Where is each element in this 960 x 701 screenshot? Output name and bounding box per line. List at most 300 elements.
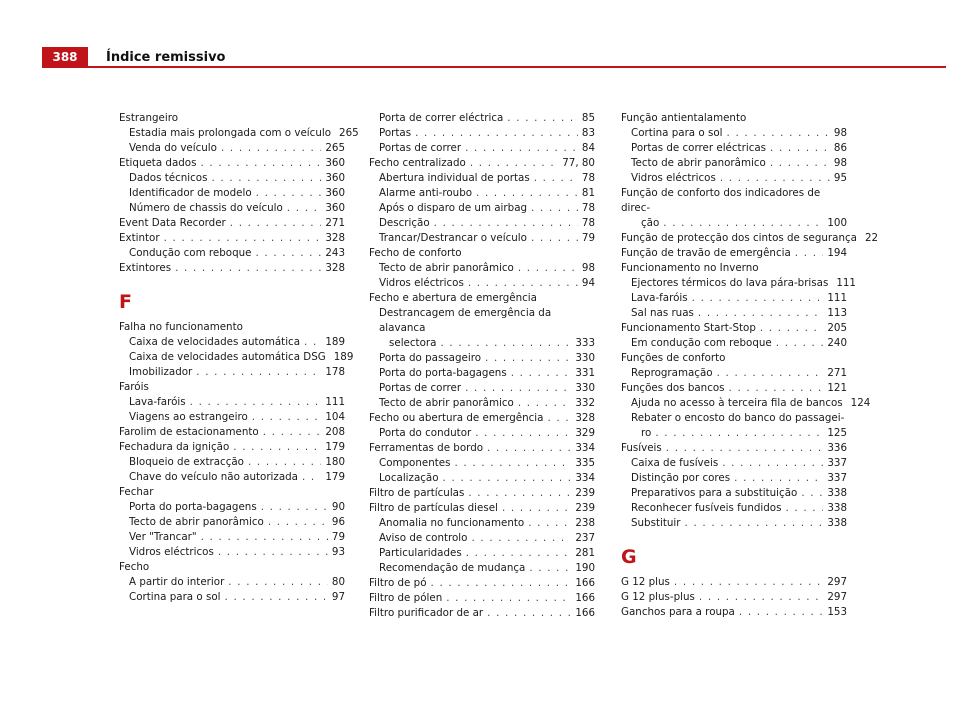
index-entry (621, 246, 847, 261)
entry-page-number: 329 (575, 427, 595, 439)
index-entry (369, 351, 595, 366)
dot-leader (785, 501, 823, 516)
entry-page-number: 360 (325, 202, 345, 214)
entry-page-number: 78 (581, 202, 595, 214)
entry-term: Função de travão de emergência (621, 247, 791, 259)
index-entry (621, 276, 856, 291)
index-entry (621, 396, 871, 411)
entry-page-number: 271 (325, 217, 345, 229)
dot-leader (221, 141, 321, 156)
dot-leader (528, 516, 571, 531)
dot-leader (446, 591, 571, 606)
index-entry (621, 501, 847, 516)
entry-term: Abertura individual de portas (379, 172, 530, 184)
index-entry (369, 186, 595, 201)
entry-page-number: 166 (575, 607, 595, 619)
entry-page-number: 335 (575, 457, 595, 469)
index-entry (119, 261, 345, 276)
index-entry (621, 156, 847, 171)
index-heading: Falha no funcionamento (119, 321, 243, 333)
index-entry (119, 500, 345, 515)
dot-leader (175, 261, 321, 276)
entry-page-number: 238 (575, 517, 595, 529)
entry-term: Extintores (119, 262, 172, 274)
index-entry (119, 410, 345, 425)
dot-leader (190, 395, 322, 410)
dot-leader (255, 246, 321, 261)
entry-page-number: 194 (827, 247, 847, 259)
entry-term: Porta do passageiro (379, 352, 482, 364)
dot-leader (471, 531, 571, 546)
dot-leader (734, 471, 823, 486)
index-entry (369, 411, 595, 426)
entry-page-number: 333 (575, 337, 595, 349)
dot-leader (720, 171, 830, 186)
index-entry (119, 470, 345, 485)
index-heading: Fecho e abertura de emergência (369, 292, 537, 304)
entry-term: Identificador de modelo (129, 187, 252, 199)
index-entry (369, 531, 595, 546)
dot-leader (531, 231, 578, 246)
entry-page-number: 328 (325, 262, 345, 274)
entry-term: Anomalia no funcionamento (379, 517, 525, 529)
entry-term: Fusíveis (621, 442, 662, 454)
entry-page-number: 85 (581, 112, 595, 124)
index-entry (369, 231, 595, 246)
dot-leader (518, 261, 578, 276)
index-entry (119, 455, 345, 470)
index-entry (621, 321, 847, 336)
index-heading: Função de conforto dos indicadores de direc- (621, 187, 821, 214)
entry-page-number: 328 (575, 412, 595, 424)
entry-term: Substituir (631, 517, 681, 529)
entry-page-number: 111 (836, 277, 856, 289)
dot-leader (263, 425, 322, 440)
index-entry (369, 141, 595, 156)
dot-leader (801, 486, 823, 501)
entry-page-number: 338 (827, 502, 847, 514)
dot-leader (211, 171, 321, 186)
entry-term: Vidros eléctricos (379, 277, 464, 289)
dot-leader (261, 500, 328, 515)
dot-leader (465, 141, 578, 156)
dot-leader (722, 456, 823, 471)
entry-page-number: 178 (325, 366, 345, 378)
dot-leader (233, 440, 321, 455)
entry-term: Tecto de abrir panorâmico (379, 262, 514, 274)
entry-page-number: 94 (581, 277, 595, 289)
index-entry (621, 590, 847, 605)
index-entry (621, 336, 847, 351)
entry-page-number: 104 (325, 411, 345, 423)
entry-page-number: 95 (833, 172, 847, 184)
entry-page-number: 297 (827, 576, 847, 588)
entry-term: Filtro de partículas diesel (369, 502, 498, 514)
dot-leader (692, 291, 824, 306)
index-entry (119, 186, 345, 201)
entry-term: Portas de correr (379, 142, 462, 154)
entry-term: Ver "Trancar" (129, 531, 197, 543)
entry-page-number: 332 (575, 397, 595, 409)
entry-term: Componentes (379, 457, 451, 469)
dot-leader (476, 186, 578, 201)
dot-leader (443, 471, 572, 486)
dot-leader (256, 186, 322, 201)
entry-term: Viagens ao estrangeiro (129, 411, 248, 423)
entry-page-number: 125 (827, 427, 847, 439)
entry-page-number: 77, 80 (562, 157, 595, 169)
entry-page-number: 79 (331, 531, 345, 543)
index-entry (369, 216, 595, 231)
entry-term: Sal nas ruas (631, 307, 694, 319)
index-entry (119, 156, 345, 171)
dot-leader (164, 231, 322, 246)
entry-term: Caixa de velocidades automática (129, 336, 301, 348)
entry-term: Localização (379, 472, 439, 484)
dot-leader (252, 410, 322, 425)
index-heading: Fecho de conforto (369, 247, 462, 259)
index-entry (119, 545, 345, 560)
index-entry (621, 486, 847, 501)
index-entry (621, 471, 847, 486)
entry-term: Portas de correr eléctricas (631, 142, 767, 154)
dot-leader (196, 365, 321, 380)
index-entry (369, 546, 595, 561)
entry-page-number: 78 (581, 217, 595, 229)
index-entry (119, 590, 345, 605)
index-entry (369, 111, 595, 126)
entry-page-number: 330 (575, 352, 595, 364)
entry-term: Trancar/Destrancar o veículo (379, 232, 527, 244)
dot-leader (776, 336, 824, 351)
entry-page-number: 360 (325, 187, 345, 199)
dot-leader (287, 201, 322, 216)
dot-leader (228, 575, 328, 590)
entry-page-number: 80 (331, 576, 345, 588)
entry-page-number: 81 (581, 187, 595, 199)
entry-term: Portas (379, 127, 412, 139)
entry-term: Ejectores térmicos do lava pára-brisas (631, 277, 829, 289)
entry-page-number: 98 (581, 262, 595, 274)
index-entry (119, 201, 345, 216)
entry-page-number: 79 (581, 232, 595, 244)
entry-page-number: 22 (864, 232, 879, 244)
index-heading: Fechar (119, 486, 154, 498)
index-column-3 (621, 111, 879, 620)
entry-term: Cortina para o sol (129, 591, 221, 603)
index-entry (369, 396, 595, 411)
dot-leader (534, 171, 578, 186)
entry-term: Fecho centralizado (369, 157, 466, 169)
entry-term: Farolim de estacionamento (119, 426, 259, 438)
index-entry (119, 216, 345, 231)
index-entry (621, 426, 847, 441)
entry-page-number: 331 (575, 367, 595, 379)
entry-term: ção (641, 217, 660, 229)
index-entry (621, 516, 847, 531)
index-heading: Faróis (119, 381, 149, 393)
dot-leader (440, 336, 571, 351)
entry-page-number: 360 (325, 157, 345, 169)
dot-leader (434, 216, 578, 231)
entry-term: Particularidades (379, 547, 462, 559)
entry-page-number: 86 (833, 142, 847, 154)
entry-term: Event Data Recorder (119, 217, 226, 229)
entry-page-number: 180 (325, 456, 345, 468)
dot-leader (415, 126, 578, 141)
index-heading: Funções de conforto (621, 352, 726, 364)
dot-leader (200, 156, 321, 171)
entry-term: Alarme anti-roubo (379, 187, 473, 199)
index-entry (369, 156, 595, 171)
dot-leader (547, 411, 571, 426)
entry-term: Reconhecer fusíveis fundidos (631, 502, 782, 514)
entry-term: G 12 plus (621, 576, 670, 588)
dot-leader (468, 486, 571, 501)
entry-page-number: 338 (827, 517, 847, 529)
index-heading: Estrangeiro (119, 112, 179, 124)
entry-page-number: 84 (581, 142, 595, 154)
entry-page-number: 97 (331, 591, 345, 603)
entry-page-number: 337 (827, 472, 847, 484)
entry-term: Cortina para o sol (631, 127, 723, 139)
index-entry (621, 456, 847, 471)
entry-term: Filtro purificador de ar (369, 607, 484, 619)
dot-leader (739, 605, 823, 620)
entry-term: Em condução com reboque (631, 337, 772, 349)
entry-page-number: 100 (827, 217, 847, 229)
page-number: 388 (42, 47, 88, 68)
entry-page-number: 330 (575, 382, 595, 394)
index-entry (369, 516, 595, 531)
entry-page-number: 265 (325, 142, 345, 154)
dot-leader (225, 590, 328, 605)
entry-page-number: 239 (575, 502, 595, 514)
entry-page-number: 98 (833, 127, 847, 139)
index-entry (119, 425, 345, 440)
dot-leader (465, 381, 571, 396)
entry-term: Aviso de controlo (379, 532, 468, 544)
index-entry (621, 381, 847, 396)
index-entry (119, 515, 345, 530)
index-entry (369, 441, 595, 456)
entry-page-number: 334 (575, 472, 595, 484)
entry-page-number: 328 (325, 232, 345, 244)
dot-leader (529, 561, 571, 576)
index-entry (369, 486, 595, 501)
entry-page-number: 360 (325, 172, 345, 184)
entry-term: Porta de correr eléctrica (379, 112, 504, 124)
entry-page-number: 338 (827, 487, 847, 499)
entry-term: Imobilizador (129, 366, 193, 378)
dot-leader (666, 441, 824, 456)
dot-leader (699, 590, 823, 605)
entry-term: Fecho ou abertura de emergência (369, 412, 544, 424)
entry-term: Porta do porta-bagagens (129, 501, 257, 513)
entry-page-number: 190 (575, 562, 595, 574)
dot-leader (770, 141, 830, 156)
dot-leader (770, 156, 830, 171)
entry-page-number: 179 (325, 471, 345, 483)
index-entry (621, 575, 847, 590)
entry-page-number: 98 (833, 157, 847, 169)
dot-leader (655, 426, 823, 441)
entry-term: Vidros eléctricos (631, 172, 716, 184)
section-letter: G (621, 546, 637, 568)
entry-term: Reprogramação (631, 367, 713, 379)
dot-leader (468, 276, 578, 291)
entry-term: Porta do porta-bagagens (379, 367, 507, 379)
dot-leader (531, 201, 578, 216)
index-entry (369, 171, 595, 186)
entry-page-number: 237 (575, 532, 595, 544)
entry-page-number: 281 (575, 547, 595, 559)
index-entry (369, 606, 595, 621)
entry-term: Chave do veículo não autorizada (129, 471, 298, 483)
index-entry (369, 276, 595, 291)
index-entry (119, 440, 345, 455)
entry-term: Lava-faróis (631, 292, 688, 304)
entry-term: Porta do condutor (379, 427, 472, 439)
entry-page-number: 179 (325, 441, 345, 453)
index-entry (119, 335, 345, 350)
index-entry (119, 530, 345, 545)
index-entry (369, 366, 595, 381)
entry-term: Filtro de pólen (369, 592, 443, 604)
entry-page-number: 113 (827, 307, 847, 319)
index-entry (119, 350, 354, 365)
entry-term: Tecto de abrir panorâmico (129, 516, 264, 528)
entry-term: Dados técnicos (129, 172, 208, 184)
entry-page-number: 166 (575, 577, 595, 589)
entry-term: Preparativos para a substituição (631, 487, 798, 499)
entry-term: Ferramentas de bordo (369, 442, 484, 454)
entry-term: Funcionamento Start-Stop (621, 322, 756, 334)
entry-term: Extintor (119, 232, 160, 244)
entry-term: Estadia mais prolongada com o veículo (129, 127, 332, 139)
entry-term: G 12 plus-plus (621, 591, 695, 603)
entry-term: Função de protecção dos cintos de segurança (621, 232, 857, 244)
entry-page-number: 189 (333, 351, 354, 363)
entry-term: Recomendação de mudança (379, 562, 526, 574)
index-entry (119, 231, 345, 246)
entry-page-number: 243 (325, 247, 345, 259)
index-entry (621, 126, 847, 141)
dot-leader (218, 545, 328, 560)
index-entry (621, 231, 879, 246)
dot-leader (502, 501, 571, 516)
entry-term: Tecto de abrir panorâmico (631, 157, 766, 169)
dot-leader (201, 530, 328, 545)
entry-term: Bloqueio de extracção (129, 456, 244, 468)
entry-term: Número de chassis do veículo (129, 202, 283, 214)
entry-page-number: 337 (827, 457, 847, 469)
index-heading: Fecho (119, 561, 150, 573)
entry-term: Portas de correr (379, 382, 462, 394)
entry-page-number: 334 (575, 442, 595, 454)
index-entry (621, 216, 847, 231)
dot-leader (454, 456, 571, 471)
entry-page-number: 271 (827, 367, 847, 379)
index-entry (369, 591, 595, 606)
entry-term: Filtro de partículas (369, 487, 465, 499)
dot-leader (302, 470, 321, 485)
entry-page-number: 189 (325, 336, 345, 348)
index-heading: Função antientalamento (621, 112, 747, 124)
index-entry (119, 365, 345, 380)
entry-page-number: 153 (827, 606, 847, 618)
dot-leader (729, 381, 824, 396)
index-entry (621, 605, 847, 620)
entry-term: A partir do interior (129, 576, 225, 588)
dot-leader (717, 366, 824, 381)
index-entry (369, 471, 595, 486)
page-title: Índice remissivo (106, 50, 226, 65)
index-entry (369, 336, 595, 351)
entry-term: Tecto de abrir panorâmico (379, 397, 514, 409)
index-entry (369, 126, 595, 141)
dot-leader (487, 441, 571, 456)
entry-term: Etiqueta dados (119, 157, 197, 169)
entry-term: Descrição (379, 217, 430, 229)
dot-leader (475, 426, 571, 441)
index-entry (119, 171, 345, 186)
entry-page-number: 336 (827, 442, 847, 454)
index-entry (621, 171, 847, 186)
index-entry (369, 456, 595, 471)
entry-page-number: 124 (850, 397, 871, 409)
dot-leader (674, 575, 823, 590)
index-entry (621, 441, 847, 456)
entry-term: selectora (389, 337, 437, 349)
dot-leader (304, 335, 321, 350)
entry-term: ro (641, 427, 652, 439)
dot-leader (485, 351, 571, 366)
entry-page-number: 239 (575, 487, 595, 499)
entry-term: Vidros eléctricos (129, 546, 214, 558)
dot-leader (470, 156, 558, 171)
entry-term: Fechadura da ignição (119, 441, 230, 453)
entry-term: Funções dos bancos (621, 382, 725, 394)
dot-leader (795, 246, 824, 261)
dot-leader (431, 576, 572, 591)
entry-term: Distinção por cores (631, 472, 731, 484)
entry-term: Condução com reboque (129, 247, 252, 259)
dot-leader (727, 126, 830, 141)
index-entry (119, 246, 345, 261)
entry-page-number: 83 (581, 127, 595, 139)
index-entry (621, 291, 847, 306)
index-entry (369, 576, 595, 591)
entry-page-number: 111 (827, 292, 847, 304)
index-heading: Funcionamento no Inverno (621, 262, 759, 274)
entry-page-number: 90 (331, 501, 345, 513)
index-entry (369, 201, 595, 216)
index-heading: Rebater o encosto do banco do passagei- (631, 412, 845, 424)
dot-leader (248, 455, 321, 470)
dot-leader (487, 606, 571, 621)
dot-leader (698, 306, 823, 321)
entry-page-number: 208 (325, 426, 345, 438)
index-entry (621, 306, 847, 321)
index-entry (621, 366, 847, 381)
index-heading: Destrancagem de emergência da alavanca (379, 307, 552, 334)
entry-term: Ajuda no acesso à terceira fila de bancos (631, 397, 843, 409)
entry-page-number: 205 (827, 322, 847, 334)
dot-leader (511, 366, 572, 381)
dot-leader (466, 546, 572, 561)
index-entry (119, 395, 345, 410)
